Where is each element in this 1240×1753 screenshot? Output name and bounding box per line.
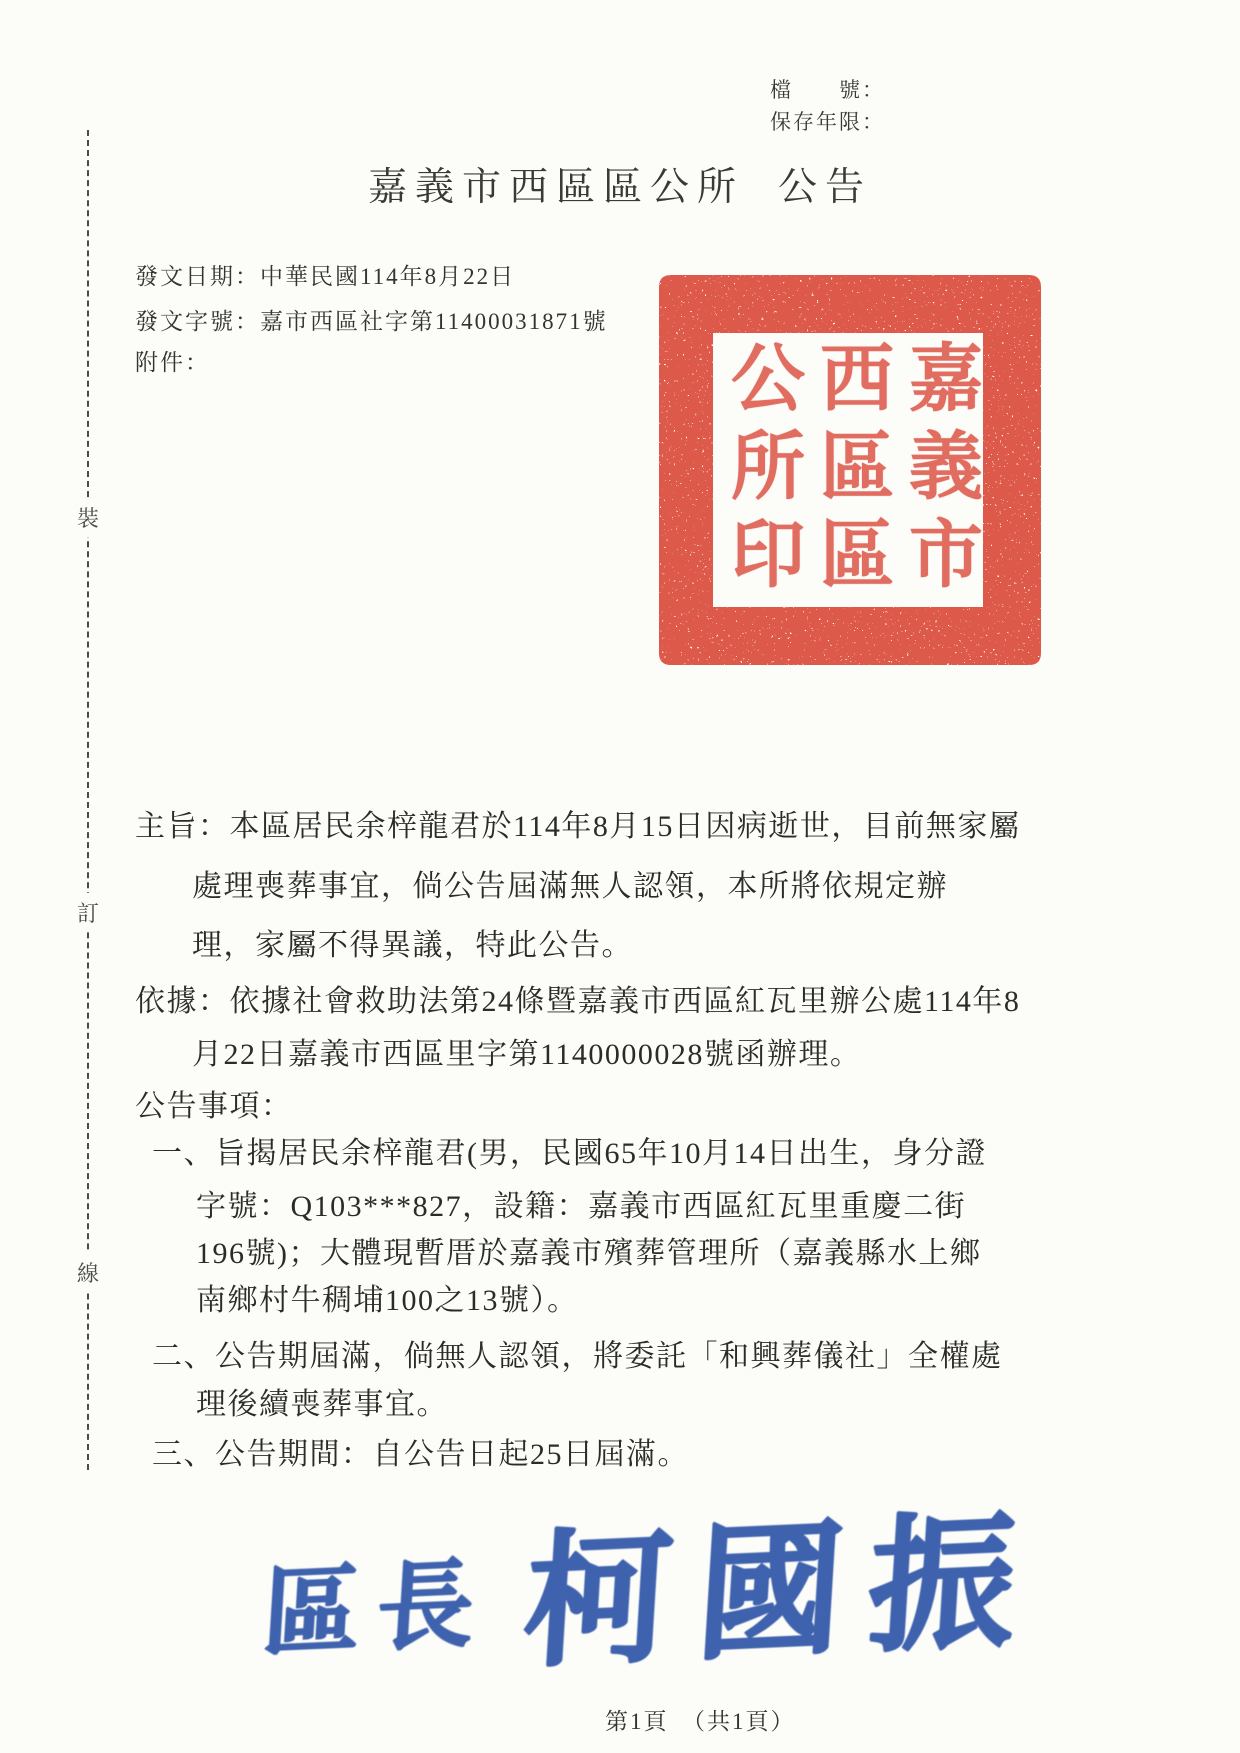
binding-mark-xian: 線 bbox=[74, 1253, 102, 1292]
item-2-line: 理後續喪葬事宜。 bbox=[196, 1388, 448, 1421]
item-3-line: 三、公告期間：自公告日起25日屆滿。 bbox=[152, 1438, 689, 1471]
seal-text-column-3: 公所印 bbox=[720, 339, 802, 603]
item-2-line: 二、公告期屆滿，倘無人認領，將委託「和興葬儀社」全權處 bbox=[152, 1340, 1003, 1373]
issuing-agency: 嘉義市西區區公所 bbox=[367, 166, 744, 209]
binding-mark-zhuang: 裝 bbox=[74, 498, 102, 537]
signature-title: 區長 bbox=[260, 1549, 495, 1667]
items-heading: 公告事項： bbox=[135, 1090, 293, 1123]
item-1-line: 字號：Q103***827，設籍：嘉義市西區紅瓦里重慶二街 bbox=[196, 1190, 967, 1223]
retention-period-label: 保存年限： bbox=[770, 110, 885, 134]
binding-mark-ding: 訂 bbox=[74, 893, 102, 932]
document-title bbox=[368, 156, 872, 212]
doc-number-line: 發文字號：嘉市西區社字第11400031871號 bbox=[135, 309, 608, 334]
document-type: 公告 bbox=[778, 166, 873, 209]
page-number: 第1頁 （共1頁） bbox=[605, 1709, 796, 1734]
seal-text-column-1: 嘉義市 bbox=[898, 339, 980, 603]
item-1-line: 196號)；大體現暫厝於嘉義市殯葬管理所（嘉義縣水上鄉 bbox=[196, 1237, 982, 1270]
issue-date-line: 發文日期：中華民國114年8月22日 bbox=[135, 264, 516, 289]
subject-line: 主旨：本區居民余梓龍君於114年8月15日因病逝世，目前無家屬 bbox=[135, 810, 1021, 843]
signature-name: 柯國振 bbox=[520, 1499, 1046, 1685]
district-chief-signature bbox=[258, 1461, 1048, 1706]
subject-line: 處理喪葬事宜，倘公告屆滿無人認領，本所將依規定辦 bbox=[192, 870, 948, 903]
subject-line: 理，家屬不得異議，特此公告。 bbox=[192, 929, 633, 962]
file-number-label: 檔 號： bbox=[770, 78, 885, 102]
legal-basis-line: 依據：依據社會救助法第24條暨嘉義市西區紅瓦里辦公處114年8 bbox=[135, 985, 1021, 1018]
seal-text-column-2: 西區區 bbox=[809, 339, 891, 603]
item-1-line: 一、旨揭居民余梓龍君(男，民國65年10月14日出生，身分證 bbox=[152, 1137, 987, 1170]
official-seal bbox=[657, 273, 1043, 667]
item-1-line: 南鄉村牛稠埔100之13號）。 bbox=[196, 1284, 579, 1317]
attachment-line: 附件： bbox=[135, 350, 210, 375]
legal-basis-line: 月22日嘉義市西區里字第1140000028號函辦理。 bbox=[192, 1038, 862, 1071]
